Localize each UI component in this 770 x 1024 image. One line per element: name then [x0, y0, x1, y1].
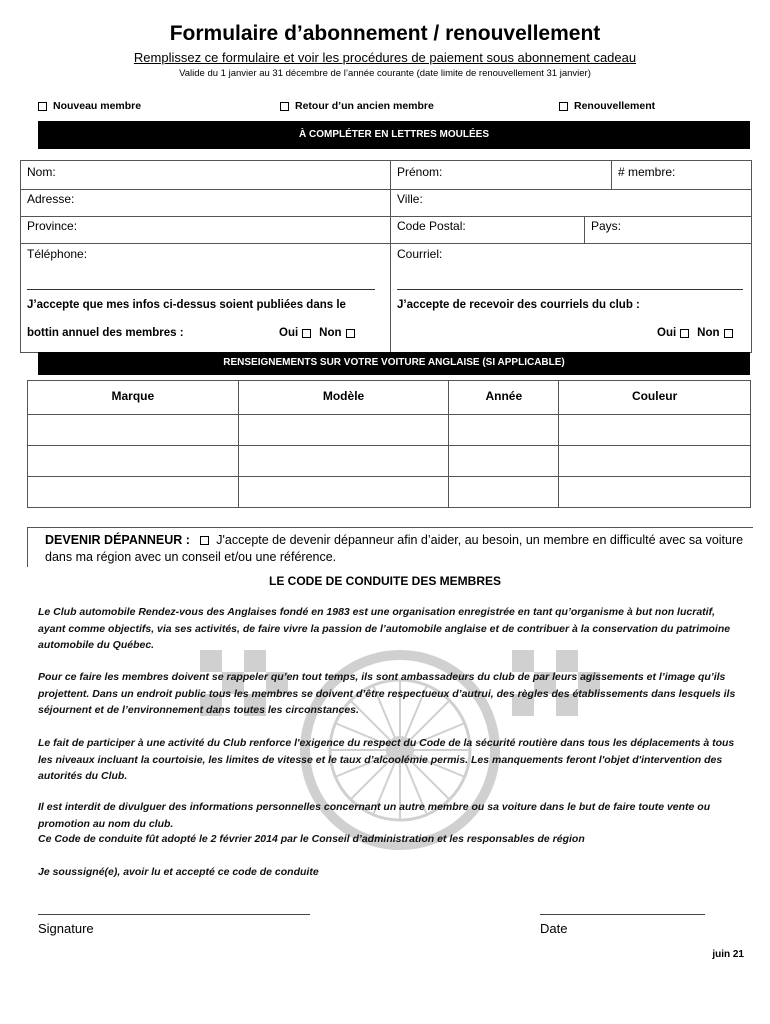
- cell-input[interactable]: [28, 477, 239, 508]
- section-band-lettres-moulees: À COMPLÉTER EN LETTRES MOULÉES: [38, 121, 750, 149]
- signature-label: Signature: [38, 921, 94, 936]
- validity-note: Valide du 1 janvier au 31 décembre de l’année courante (date limite de renouvellement 31 janvier): [179, 68, 591, 79]
- field-prenom[interactable]: Prénom:: [397, 165, 443, 179]
- section-band-voiture: RENSEIGNEMENTS SUR VOTRE VOITURE ANGLAISE (SI APPLICABLE): [38, 352, 750, 375]
- table-header-row: [28, 381, 751, 415]
- choice-label: Retour d’un ancien membre: [295, 100, 434, 112]
- field-membre[interactable]: # membre:: [618, 165, 676, 179]
- depanneur-text: J'accepte de devenir dépanneur afin d’aider, au besoin, un membre en difficulté avec sa voiture dans ma région avec un conseil et/ou une référence.: [45, 533, 744, 564]
- non-label: Non: [319, 327, 342, 339]
- code-paragraph: Le fait de participer à une activité du Club renforce l'exigence du respect du Code de la sécurité routière dans tous les déplacements à tous les niveaux incluant la courtoisie, les limites de vitesse et le taux d’alcoolémie permis. Les manquements feront l'objet d'intervention des autorités du Club.: [38, 737, 735, 782]
- field-ville[interactable]: Ville:: [397, 192, 423, 206]
- emails-yes-no: [657, 327, 733, 339]
- header-couleur: Couleur: [559, 381, 751, 415]
- cell-input[interactable]: [559, 415, 751, 446]
- choice-retour-ancien-membre[interactable]: [280, 100, 434, 112]
- consent-emails: J’accepte de recevoir des courriels du club :: [397, 299, 640, 311]
- row-divider: [21, 243, 751, 244]
- checkbox-icon[interactable]: [302, 329, 311, 338]
- field-nom[interactable]: Nom:: [27, 165, 56, 179]
- cell-input[interactable]: [559, 477, 751, 508]
- checkbox-icon[interactable]: [724, 329, 733, 338]
- header-modele: Modèle: [238, 381, 449, 415]
- code-paragraph: Le Club automobile Rendez-vous des Anglaises fondé en 1983 est une organisation enregistrée en tant qu’organisme à but non lucratif, ayant comme objectifs, via ses activités, de faire vivre la passion de l’automobile anglaise et de contribuer à la conservation du patrimoine automobile du Québec.: [38, 606, 731, 651]
- checkbox-icon[interactable]: [38, 102, 47, 111]
- depanneur-section: [45, 532, 750, 566]
- code-paragraph: Je soussigné(e), avoir lu et accepté ce code de conduite: [38, 866, 319, 878]
- field-adresse[interactable]: Adresse:: [27, 192, 75, 206]
- cell-input[interactable]: [238, 446, 449, 477]
- checkbox-icon[interactable]: [346, 329, 355, 338]
- header-marque: Marque: [28, 381, 239, 415]
- courriel-line: [397, 289, 743, 290]
- code-paragraph: Pour ce faire les membres doivent se rappeler qu’en tout temps, ils sont ambassadeurs du club de par leurs agissements et l’image qu’ils projettent. Dans un endroit public tous les membres se doivent d’être respectueux d’autrui, des règles des établissements dans lesquels ils séjournent et de l’environnement dans toutes les circonstances.: [38, 671, 736, 716]
- cell-input[interactable]: [238, 415, 449, 446]
- table-row: [28, 415, 751, 446]
- cell-input[interactable]: [449, 415, 559, 446]
- column-divider: [390, 161, 391, 354]
- field-province[interactable]: Province:: [27, 219, 78, 233]
- code-paragraph: Il est interdit de divulguer des informations personnelles concernant un autre membre ou sa voiture dans le but de faire toute vente ou promotion au nom du club.: [38, 801, 711, 830]
- cell-input[interactable]: [449, 477, 559, 508]
- field-code-postal[interactable]: Code Postal:: [397, 219, 466, 233]
- header-annee: Année: [449, 381, 559, 415]
- form-title: Formulaire d’abonnement / renouvellement: [169, 22, 601, 45]
- non-label: Non: [697, 327, 720, 339]
- field-telephone[interactable]: Téléphone:: [27, 247, 88, 261]
- member-info-grid: [20, 160, 752, 353]
- field-pays[interactable]: Pays:: [591, 219, 622, 233]
- cell-input[interactable]: [559, 446, 751, 477]
- choice-nouveau-membre[interactable]: [38, 100, 141, 112]
- checkbox-icon[interactable]: [559, 102, 568, 111]
- cell-input[interactable]: [238, 477, 449, 508]
- consent-publish-line2: bottin annuel des membres :: [27, 327, 184, 339]
- row-divider: [21, 216, 751, 217]
- choice-renouvellement[interactable]: [559, 100, 655, 112]
- field-courriel[interactable]: Courriel:: [397, 247, 443, 261]
- oui-label: Oui: [657, 327, 677, 339]
- choice-label: Renouvellement: [574, 100, 656, 112]
- table-row: [28, 477, 751, 508]
- choice-label: Nouveau membre: [53, 100, 142, 112]
- depanneur-label: DEVENIR DÉPANNEUR :: [45, 533, 190, 547]
- checkbox-icon[interactable]: [680, 329, 689, 338]
- table-row: [28, 446, 751, 477]
- telephone-line: [27, 289, 375, 290]
- code-conduite-title: LE CODE DE CONDUITE DES MEMBRES: [268, 574, 502, 588]
- column-divider: [584, 216, 585, 243]
- cell-input[interactable]: [449, 446, 559, 477]
- consent-publish-line1: J’accepte que mes infos ci-dessus soient publiées dans le: [27, 299, 346, 311]
- footer-date: juin 21: [712, 949, 744, 960]
- column-divider: [611, 161, 612, 189]
- date-line[interactable]: [540, 914, 705, 915]
- code-paragraph: Ce Code de conduite fût adopté le 2 février 2014 par le Conseil d’administration et les responsables de région: [38, 833, 585, 845]
- date-label: Date: [540, 921, 568, 936]
- car-table: [27, 380, 751, 508]
- checkbox-icon[interactable]: [280, 102, 289, 111]
- oui-label: Oui: [279, 327, 299, 339]
- cell-input[interactable]: [28, 446, 239, 477]
- cell-input[interactable]: [28, 415, 239, 446]
- publish-yes-no: [279, 327, 355, 339]
- form-subtitle: Remplissez ce formulaire et voir les procédures de paiement sous abonnement cadeau: [133, 50, 637, 65]
- row-divider: [21, 189, 751, 190]
- signature-line[interactable]: [38, 914, 310, 915]
- checkbox-icon[interactable]: [200, 536, 209, 545]
